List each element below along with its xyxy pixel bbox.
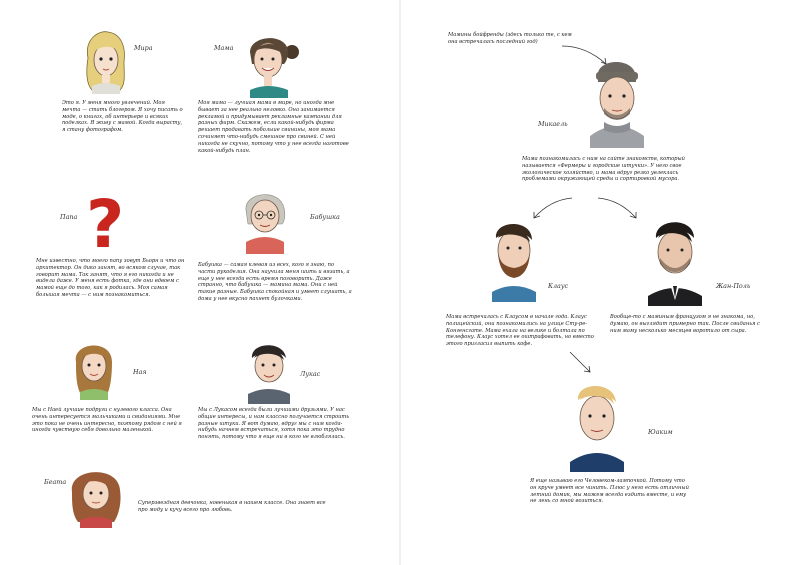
jeanpaul-portrait [644, 214, 708, 306]
naya-portrait [68, 334, 120, 400]
lukas-name: Лукас [300, 370, 321, 378]
arrow-to-jeanpaul [596, 196, 640, 220]
jeanpaul-name: Жан-Поль [716, 282, 751, 290]
lukas-portrait [240, 336, 298, 404]
mama-portrait [240, 28, 302, 98]
mira-name: Мира [134, 44, 153, 52]
boyfriends-header: Мамины бойфренды (здесь только те, с кем она встречалась последний год) [448, 32, 572, 45]
question-mark-icon: ? [86, 186, 125, 263]
beata-name: Беата [44, 478, 67, 486]
mama-description: Моя мама — лучшая мама в мире, но иногда мне бывает за нее реально неловко. Она занимается рекламой и придумывает рекламные кампании для разных фирм. Скажем, если какой-нибудь фирма решает продавать побольше свинины, моя мама сочиняет что-нибудь смешное про свиней. С ней никогда не скучно, потому что у нее всегда наготове какой-нибудь план. [198, 100, 349, 154]
mikael-description: Мама познакомилась с ним на сайте знакомств, который называется «Фермеры и городские штучки». У него свое экологическое хозяйство, и мама вдруг резко увлеклась проблемами окружающей среды и сортировкой мусора. [522, 156, 685, 183]
mira-description: Это я. У меня много увлечений. Моя мечта — стать блогером. Я хочу писать о моде, о книгах, об интерьере и всяких поделках. Я живу с мамой. Когда вырасту, я стану фотографом. [62, 100, 183, 134]
babushka-name: Бабушка [310, 213, 340, 221]
arrow-to-joakim [566, 350, 596, 374]
mira-portrait [80, 28, 132, 94]
mama-name: Мама [214, 44, 234, 52]
joakim-portrait [564, 378, 628, 472]
klaus-name: Клаус [548, 282, 569, 290]
klaus-description: Мама встречалась с Клаусом в начале года. Клаус полицейский, они познакомились на улице Сту-ре-Конгенсгате. Мама ехала на велике и болтала по телефону. Клаус хотел ее оштрафовать, но вместо этого пригласил выпить кофе. [446, 314, 594, 348]
papa-description: Мне известно, что моего папу зовут Бьорн и что он архитектор. Он дико занят, во всяком случае, так говорит мама. Так занят, что я его никогда и не видела даже. У меня есть фотка, где они вдвоем с мамой еще до того, как я родилась. Моя самая большая мечта — с ним познакомиться. [36, 258, 185, 298]
mikael-name: Микаель [538, 120, 568, 128]
beata-description: Суперзвездная девчонка, новенькая в нашем классе. Она знает все про моду и кучу всего про любовь. [138, 500, 326, 513]
naya-name: Ная [133, 368, 147, 376]
babushka-description: Бабушка — самая клевая из всех, кого я знаю, по части рукоделия. Она научила меня шить и вязать, а еще у нее всегда есть время поговорить. Даже странно, что бабушка — мамина мама. Они с ней такие разные. Бабушка спокойная и умеет слушать, а дома у нее вкусно пахнет булочками. [198, 262, 352, 302]
jeanpaul-description: Вообще-то с маминым французом я не знакома, но, думаю, он выглядит примерно так. После свиданья с ним маму несколько месяцев воротило от сыра. [610, 314, 760, 334]
joakim-description: Я еще называю его Человеком-лампочкой. Потому что он круче умеет все чинить. Плюс у него есть отличный летний домик, мы можем всегда ездить вместе, и ему не лень со мной возиться. [530, 478, 689, 505]
joakim-name: Юаким [648, 428, 673, 436]
naya-description: Мы с Наей лучшие подруги с нулевого класса. Она очень интересуется мальчиками и свиданиями. Мне это пока не очень интересно, поэтому рядом с ней я иногда чувствую себя довольно маленькой. [32, 407, 182, 434]
lukas-description: Мы с Лукасом всегда были лучшими друзьями. У нас общие интересы, и нам классно получается строить разные штуки. Я вот думаю, вдруг мы с ним когда-нибудь начнем встречаться, хотя пока это трудно понять, потому что я еще ни в кого не влюблялась. [198, 407, 350, 441]
babushka-portrait [236, 186, 294, 254]
papa-name: Папа [60, 213, 78, 221]
mikael-portrait [584, 56, 648, 148]
page-spine [399, 0, 401, 565]
klaus-portrait [484, 214, 544, 302]
beata-portrait [66, 462, 126, 528]
